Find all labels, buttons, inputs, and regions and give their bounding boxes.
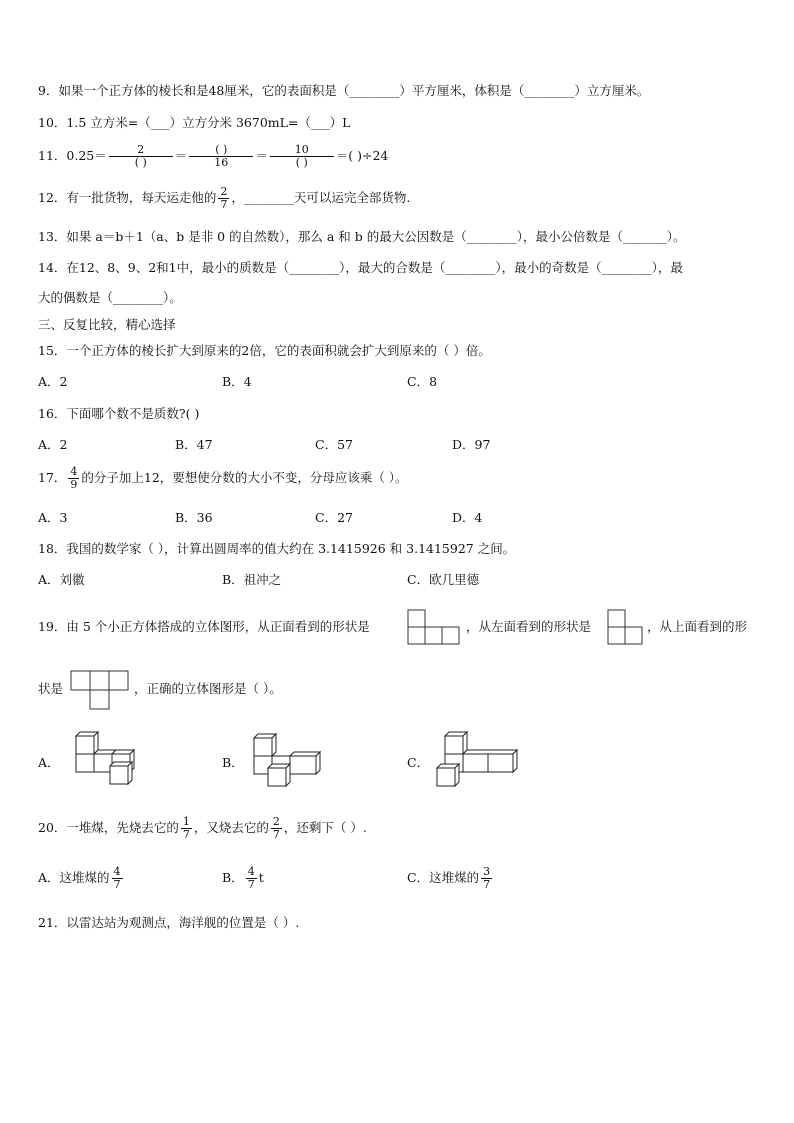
q20-option-c-fraction <box>481 866 492 891</box>
q17-denominator: 9 <box>70 478 78 491</box>
q20-option-b-unit: t <box>258 870 264 885</box>
question-16: 16．下面哪个数不是质数?( ) <box>38 406 200 421</box>
q18-option-c[interactable]: C．欧几里德 <box>407 572 480 587</box>
q11-fraction-1 <box>109 144 173 169</box>
q19-part-2: ，从左面看到的形状是 <box>466 619 592 634</box>
q20-f1-denominator: 7 <box>182 828 190 841</box>
q19-option-c-figure <box>435 732 519 788</box>
q20-f2-denominator: 7 <box>272 828 280 841</box>
q11-f1-numerator: 2 <box>137 143 145 156</box>
q11-equals-1: ＝ <box>174 148 188 163</box>
q20-option-b-numerator: 4 <box>247 865 255 878</box>
q20-option-a-fraction <box>112 866 123 891</box>
q11-f3-numerator: 10 <box>294 143 309 156</box>
q11-f2-numerator: ( ) <box>215 143 228 156</box>
q11-f3-denominator: ( ) <box>295 156 308 169</box>
section-3-title: 三、反复比较，精心选择 <box>38 317 176 332</box>
question-17 <box>38 466 408 491</box>
q17-option-d[interactable]: D．4 <box>452 510 483 525</box>
top-view-figure <box>70 670 130 710</box>
q12-fraction <box>218 186 229 211</box>
q11-suffix: ＝( )÷24 <box>335 148 389 163</box>
q11-fraction-2 <box>189 144 253 169</box>
q15-option-c[interactable]: C．8 <box>407 374 438 389</box>
question-10: 10．1.5 立方米=（___）立方分米 3670mL=（___）L <box>38 115 351 130</box>
q11-f1-denominator: ( ) <box>134 156 147 169</box>
q20-option-a-prefix: A．这堆煤的 <box>38 870 110 885</box>
q17-fraction <box>68 466 79 491</box>
question-11 <box>38 144 388 169</box>
q20-option-a[interactable] <box>38 866 125 891</box>
q17-prefix: 17． <box>38 470 67 485</box>
q19-line-2-suffix: ，正确的立体图形是（ ）。 <box>134 681 282 696</box>
q20-suffix: ，还剩下（ ）. <box>283 820 367 835</box>
question-20 <box>38 816 367 841</box>
q19-line-2-prefix: 状是 <box>38 681 64 696</box>
q12-denominator: 7 <box>220 198 228 211</box>
question-13: 13．如果 a＝b＋1（a、b 是非 0 的自然数），那么 a 和 b 的最大公因数是（________），最小公倍数是（_______）。 <box>38 229 686 244</box>
q11-fraction-3 <box>270 144 334 169</box>
q20-prefix: 20．一堆煤，先烧去它的 <box>38 820 179 835</box>
q20-mid: ，又烧去它的 <box>193 820 269 835</box>
q19-option-c[interactable]: C． <box>407 755 430 770</box>
q16-option-a[interactable]: A．2 <box>38 437 68 452</box>
q17-option-b[interactable]: B．36 <box>175 510 213 525</box>
q20-option-b[interactable] <box>222 866 264 891</box>
question-12 <box>38 186 410 211</box>
q16-option-c[interactable]: C．57 <box>315 437 353 452</box>
q20-option-c-prefix: C．这堆煤的 <box>407 870 480 885</box>
q17-suffix: 的分子加上12，要想使分数的大小不变，分母应该乘（ ）。 <box>81 470 408 485</box>
q20-option-c[interactable] <box>407 866 494 891</box>
q19-option-a-figure <box>70 732 152 788</box>
q19-option-a[interactable]: A． <box>38 755 60 770</box>
question-14-line-2: 大的偶数是（________）。 <box>38 290 182 305</box>
q19-part-3: ，从上面看到的形 <box>647 619 748 634</box>
q20-option-a-denominator: 7 <box>113 878 121 891</box>
q20-f1-numerator: 1 <box>182 815 190 828</box>
question-9: 9．如果一个正方体的棱长和是48厘米，它的表面积是（________）平方厘米，体积是（________）立方厘米。 <box>38 83 650 98</box>
q19-option-b[interactable]: B． <box>222 755 244 770</box>
q12-suffix: ，________天可以运完全部货物. <box>231 190 411 205</box>
q17-numerator: 4 <box>70 465 78 478</box>
q15-option-b[interactable]: B．4 <box>222 374 252 389</box>
q20-option-b-denominator: 7 <box>247 878 255 891</box>
q18-option-a[interactable]: A．刘徽 <box>38 572 85 587</box>
question-14-line-1: 14．在12、8、9、2和1中，最小的质数是（________），最大的合数是（________），最小的奇数是（________），最 <box>38 260 683 275</box>
q19-part-1: 19．由 5 个小正方体搭成的立体图形，从正面看到的形状是 <box>38 619 370 634</box>
q20-fraction-1 <box>181 816 192 841</box>
q20-option-b-prefix: B． <box>222 870 244 885</box>
question-18: 18．我国的数学家（ ），计算出圆周率的值大约在 3.1415926 和 3.1415927 之间。 <box>38 541 516 556</box>
left-view-figure <box>607 609 643 645</box>
front-view-figure <box>407 609 461 645</box>
q17-option-c[interactable]: C．27 <box>315 510 353 525</box>
q16-option-d[interactable]: D．97 <box>452 437 491 452</box>
q17-option-a[interactable]: A．3 <box>38 510 68 525</box>
q12-numerator: 2 <box>220 185 228 198</box>
q20-option-c-denominator: 7 <box>483 878 491 891</box>
question-15: 15．一个正方体的棱长扩大到原来的2倍，它的表面积就会扩大到原来的（ ）倍。 <box>38 343 491 358</box>
q20-fraction-2 <box>271 816 282 841</box>
q20-option-c-numerator: 3 <box>483 865 491 878</box>
q16-option-b[interactable]: B．47 <box>175 437 213 452</box>
q19-option-b-figure <box>250 734 324 788</box>
q11-prefix: 11．0.25＝ <box>38 148 107 163</box>
q11-f2-denominator: 16 <box>214 156 229 169</box>
q11-equals-2: ＝ <box>255 148 268 163</box>
question-21: 21．以雷达站为观测点，海洋舰的位置是（ ）. <box>38 915 300 930</box>
q20-f2-numerator: 2 <box>272 815 280 828</box>
q20-option-a-numerator: 4 <box>113 865 121 878</box>
q15-option-a[interactable]: A．2 <box>38 374 68 389</box>
q12-prefix: 12．有一批货物，每天运走他的 <box>38 190 217 205</box>
q18-option-b[interactable]: B．祖冲之 <box>222 572 282 587</box>
q20-option-b-fraction <box>246 866 257 891</box>
